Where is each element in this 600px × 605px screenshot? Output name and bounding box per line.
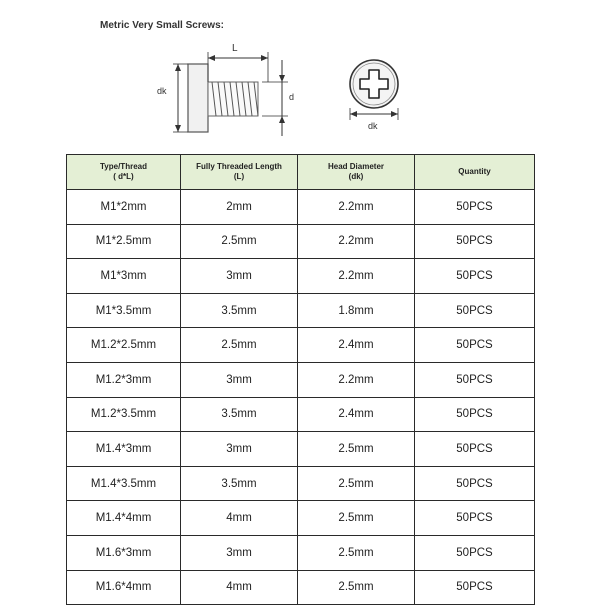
cell-quantity: 50PCS [415, 466, 535, 501]
cell-threaded-length: 3.5mm [181, 397, 298, 432]
cell-head-diameter: 2.2mm [298, 190, 415, 225]
cell-type-thread: M1.2*2.5mm [67, 328, 181, 363]
table-row [67, 328, 535, 363]
cell-type-thread: M1*2mm [67, 190, 181, 225]
screw-diagram [0, 0, 600, 154]
cell-threaded-length: 2mm [181, 190, 298, 225]
cell-type-thread: M1*3.5mm [67, 293, 181, 328]
col-header-head-diameter: Head Diameter (dk) [298, 155, 415, 190]
cell-quantity: 50PCS [415, 362, 535, 397]
cell-type-thread: M1.6*4mm [67, 570, 181, 605]
cell-head-diameter: 2.5mm [298, 432, 415, 467]
cell-type-thread: M1*3mm [67, 259, 181, 294]
cell-threaded-length: 4mm [181, 570, 298, 605]
length-label: L [232, 43, 238, 54]
cell-head-diameter: 2.2mm [298, 224, 415, 259]
cell-head-diameter: 2.5mm [298, 570, 415, 605]
table-header-row [67, 155, 535, 190]
cell-quantity: 50PCS [415, 501, 535, 536]
cell-quantity: 50PCS [415, 190, 535, 225]
cell-head-diameter: 2.5mm [298, 501, 415, 536]
table-row [67, 259, 535, 294]
cell-head-diameter: 1.8mm [298, 293, 415, 328]
cell-head-diameter: 2.2mm [298, 362, 415, 397]
cell-type-thread: M1.2*3mm [67, 362, 181, 397]
cell-type-thread: M1.2*3.5mm [67, 397, 181, 432]
cell-threaded-length: 2.5mm [181, 328, 298, 363]
screw-side-view [173, 52, 288, 136]
cell-type-thread: M1.4*3mm [67, 432, 181, 467]
screw-spec-table [66, 154, 535, 605]
cell-head-diameter: 2.4mm [298, 328, 415, 363]
cell-quantity: 50PCS [415, 432, 535, 467]
cell-type-thread: M1*2.5mm [67, 224, 181, 259]
cell-quantity: 50PCS [415, 535, 535, 570]
cell-threaded-length: 3mm [181, 362, 298, 397]
cell-head-diameter: 2.4mm [298, 397, 415, 432]
col-header-quantity: Quantity [415, 155, 535, 190]
cell-type-thread: M1.4*4mm [67, 501, 181, 536]
cell-threaded-length: 3mm [181, 432, 298, 467]
page-title: Metric Very Small Screws: [100, 20, 224, 31]
table-row [67, 535, 535, 570]
table-row [67, 224, 535, 259]
cell-head-diameter: 2.5mm [298, 466, 415, 501]
cell-threaded-length: 3.5mm [181, 466, 298, 501]
cell-threaded-length: 3mm [181, 259, 298, 294]
cell-threaded-length: 4mm [181, 501, 298, 536]
screw-head-shape [188, 64, 208, 132]
cell-quantity: 50PCS [415, 328, 535, 363]
head-diameter-side-label: dk [157, 86, 167, 96]
cell-type-thread: M1.6*3mm [67, 535, 181, 570]
thread-diameter-label: d [289, 92, 295, 102]
cell-quantity: 50PCS [415, 397, 535, 432]
cell-head-diameter: 2.5mm [298, 535, 415, 570]
screw-top-view [350, 60, 398, 120]
cell-quantity: 50PCS [415, 293, 535, 328]
col-header-threaded-length: Fully Threaded Length (L) [181, 155, 298, 190]
head-diameter-top-label: dk [368, 121, 378, 131]
cell-threaded-length: 3mm [181, 535, 298, 570]
cell-quantity: 50PCS [415, 570, 535, 605]
col-header-type-thread: Type/Thread ( d*L) [67, 155, 181, 190]
table-row [67, 501, 535, 536]
table-row [67, 432, 535, 467]
table-row [67, 397, 535, 432]
cell-threaded-length: 2.5mm [181, 224, 298, 259]
table-row [67, 570, 535, 605]
cell-type-thread: M1.4*3.5mm [67, 466, 181, 501]
table-row [67, 293, 535, 328]
table-row [67, 362, 535, 397]
cell-quantity: 50PCS [415, 224, 535, 259]
cell-quantity: 50PCS [415, 259, 535, 294]
cell-head-diameter: 2.2mm [298, 259, 415, 294]
table-row [67, 190, 535, 225]
cell-threaded-length: 3.5mm [181, 293, 298, 328]
table-row [67, 466, 535, 501]
